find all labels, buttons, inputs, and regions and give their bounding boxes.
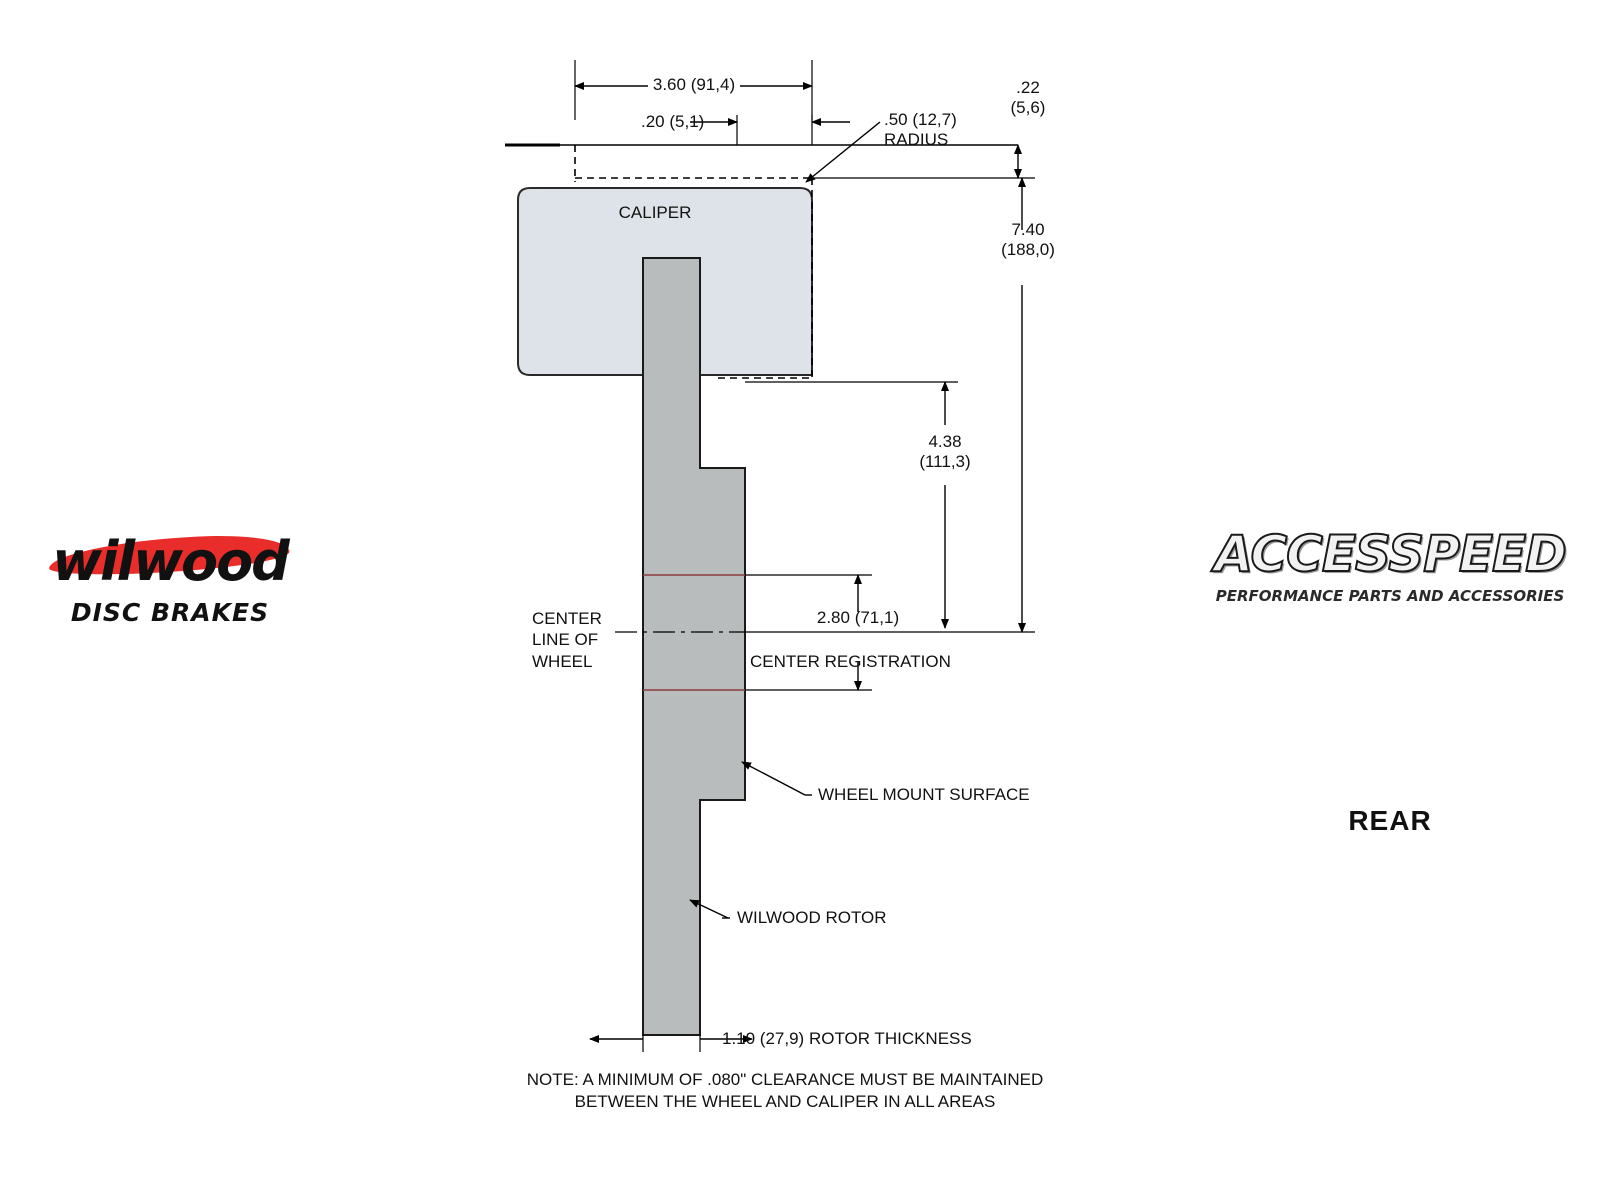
center-registration-label: CENTER REGISTRATION — [750, 652, 951, 671]
caliper-label: CALIPER — [618, 203, 692, 222]
dimension-radius-label: .50 (12,7) RADIUS — [884, 110, 957, 149]
clearance-note-line2: BETWEEN THE WHEEL AND CALIPER IN ALL AREAS — [574, 1092, 996, 1111]
dimension-radius-leader — [806, 122, 880, 182]
wilwood-logo — [10, 520, 330, 650]
dimension-center-registration-label: 2.80 (71,1) — [816, 608, 900, 627]
wilwood-wordmark: wilwood — [52, 530, 288, 593]
wilwood-tagline: DISC BRAKES — [70, 598, 270, 627]
dimension-top-gap-label: .22 (5,6) — [1010, 78, 1046, 117]
dimension-height-mid-label: 4.38 (111,3) — [919, 432, 971, 471]
accesspeed-logo — [1195, 525, 1585, 645]
wilwood-rotor-label: WILWOOD ROTOR — [737, 908, 887, 927]
clearance-note-line1: NOTE: A MINIMUM OF .080" CLEARANCE MUST BE MAINTAINED — [526, 1070, 1044, 1089]
accesspeed-tagline: PERFORMANCE PARTS AND ACCESSORIES — [1215, 587, 1565, 605]
dimension-rotor-thickness-label: 1.10 (27,9) ROTOR THICKNESS — [722, 1029, 972, 1048]
dimension-width-total-label: 3.60 (91,4) — [652, 75, 736, 94]
dimension-height-total-label: 7.40 (188,0) — [1001, 220, 1055, 259]
position-label: REAR — [1348, 805, 1432, 836]
dimension-height-mid — [745, 382, 958, 628]
accesspeed-wordmark: ACCESSPEED — [1214, 525, 1566, 583]
wheel-mount-surface-label: WHEEL MOUNT SURFACE — [818, 785, 1030, 804]
center-line-of-wheel-label: CENTER LINE OF WHEEL — [532, 609, 602, 671]
wheel-mount-surface-leader — [742, 762, 812, 795]
dimension-offset-left — [690, 115, 850, 145]
dimension-offset-left-label: .20 (5,1) — [641, 112, 705, 131]
